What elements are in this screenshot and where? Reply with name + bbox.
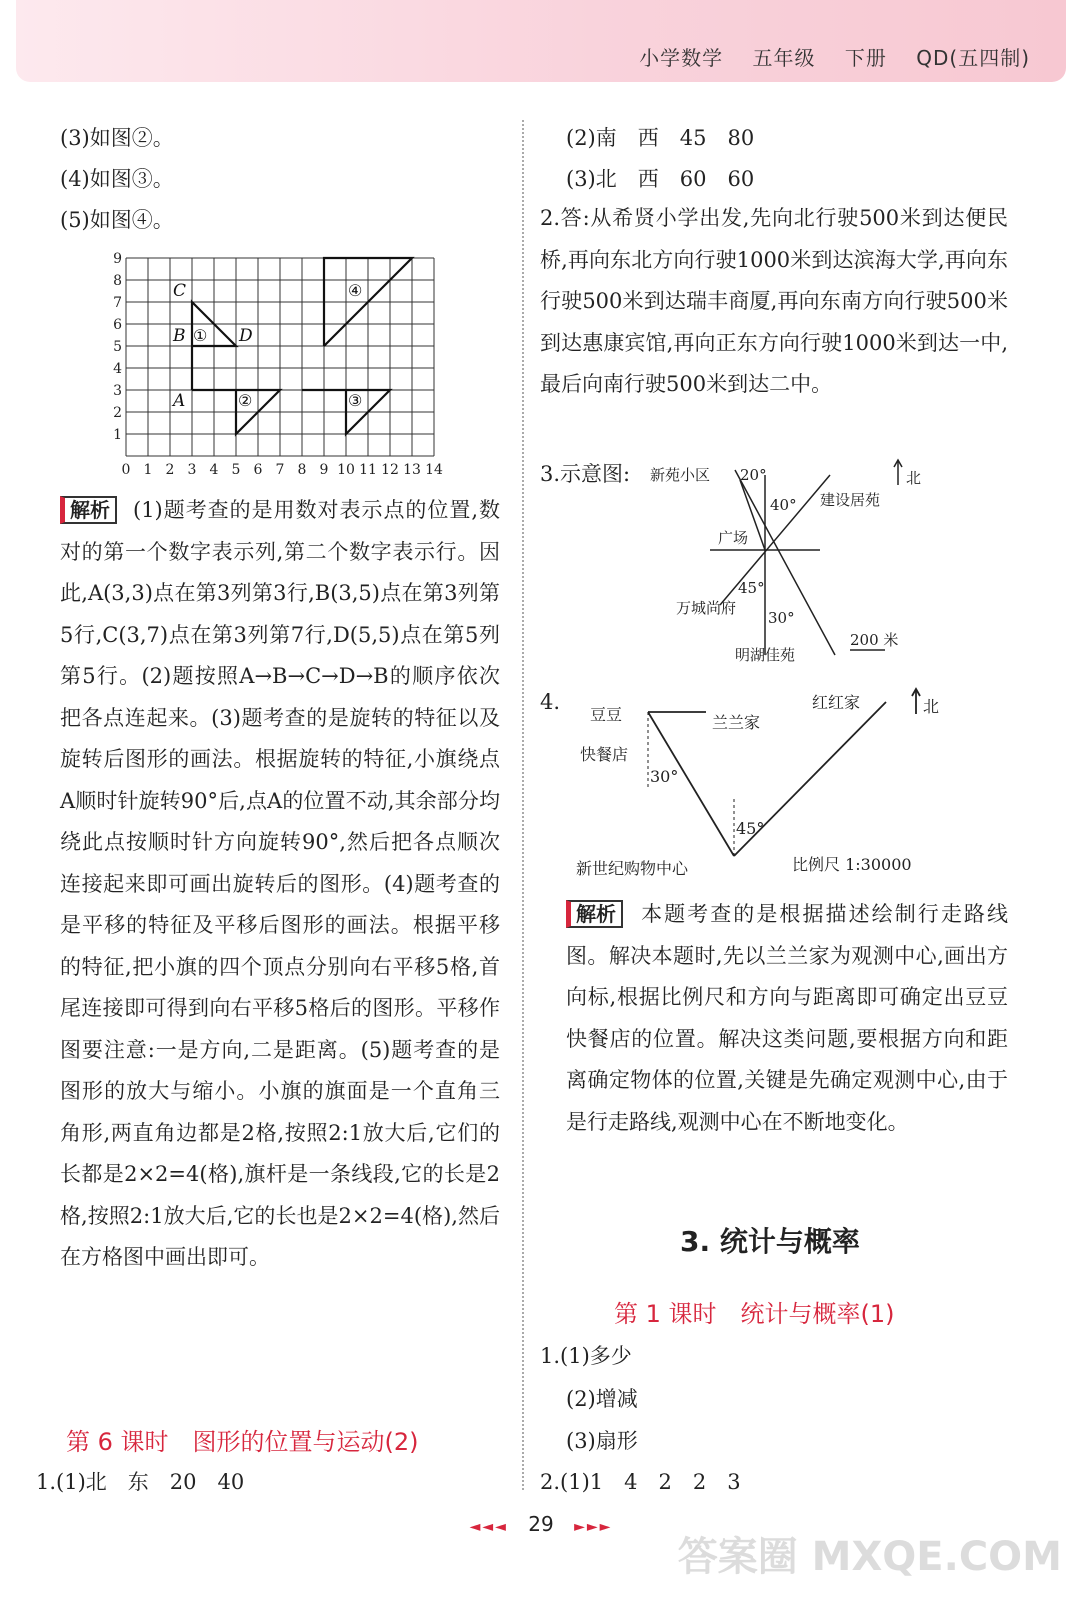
answer-1-2: (2)南 西 45 80	[566, 126, 755, 150]
figure-mark-4: ④	[348, 281, 363, 300]
x-tick: 6	[253, 462, 263, 478]
header-edition: QD(五四制)	[916, 46, 1030, 70]
angle-30: 30°	[650, 767, 679, 786]
x-tick: 4	[209, 462, 219, 478]
answer-1-3: (3)北 西 60 60	[566, 167, 755, 191]
y-tick: 7	[113, 295, 122, 311]
stat-answer-1-3: (3)扇形	[566, 1429, 638, 1453]
analysis-tag: 解析	[566, 900, 623, 928]
angle-45: 45°	[738, 579, 765, 597]
y-tick: 6	[113, 317, 122, 333]
page-number-value: 29	[528, 1512, 554, 1536]
scale-ratio: 比例尺 1:30000	[792, 855, 912, 874]
x-tick: 11	[359, 462, 377, 478]
answer-2: 2.答:从希贤小学出发,先向北行驶500米到达便民桥,再向东北方向行驶1000米到达滨海大学,再向东行驶500米到达瑞丰商厦,再向东南方向行驶500米到达惠康宾馆,再向正东方向行驶1000米到达一中,最后向南行驶500米到达二中。	[540, 206, 1008, 396]
answer-3: (3)如图②。	[60, 126, 174, 150]
lesson-6-title: 第 6 课时 图形的位置与运动(2)	[66, 1428, 419, 1456]
place-xinshiji: 新世纪购物中心	[576, 859, 689, 878]
lesson-1-title: 第 1 课时 统计与概率(1)	[614, 1300, 895, 1328]
x-tick: 7	[275, 462, 285, 478]
place-xinyuan: 新苑小区	[650, 466, 711, 484]
stat-answer-2-1: 2.(1)1 4 2 2 3	[540, 1470, 741, 1494]
y-tick: 4	[113, 361, 122, 377]
x-tick: 12	[381, 462, 399, 478]
y-tick: 9	[113, 251, 122, 267]
place-wancheng: 万城尚府	[676, 599, 737, 617]
x-tick: 10	[337, 462, 355, 478]
point-label-d: D	[239, 326, 253, 346]
y-tick: 2	[113, 405, 122, 421]
watermark: 答案圈 MXQE.COM	[677, 1534, 1062, 1580]
x-tick: 5	[231, 462, 241, 478]
x-tick: 1	[143, 462, 153, 478]
header-grade: 五年级	[752, 46, 816, 70]
answer-3-label: 3.示意图:	[540, 462, 631, 486]
point-label-a: A	[173, 391, 186, 411]
header-volume: 下册	[844, 46, 887, 70]
stat-answer-1-1: 1.(1)多少	[540, 1344, 632, 1368]
x-tick: 8	[297, 462, 307, 478]
left-analysis-text: (1)题考查的是用数对表示点的位置,数对的第一个数字表示列,第二个数字表示行。因此,A(3,3)点在第3列第3行,B(3,5)点在第3列第5行,C(3,7)点在第3列第7行,D(5,5)点在第5列第5行。(2)题按照A→B→C→D→B的顺序依次把各点连起来。(3)题考查的是旋转的特征以及旋转后图形的画法。根据旋转的特征,小旗绕点A顺时针旋转90°后,点A的位置不动,其余部分均绕此点按顺时针方向旋转90°,然后把各点顺次连接起来即可画出旋转后的图形。(4)题考查的是平移的特征及平移后图形的画法。根据平移的特征,把小旗的四个顶点分别向右平移5格,首尾连接即可得到向右平移5格后的图形。平移作图要注意:一是方向,二是距离。(5)题考查的是图形的放大与缩小。小旗的旗面是一个直角三角形,两直角边都是2格,按照2:1放大后,它们的长都是2×2=4(格),旗杆是一条线段,它的长是2格,按照2:1放大后,它的长也是2×2=4(格),然后在方格图中画出即可。	[60, 498, 500, 1269]
place-jianshe: 建设居苑	[820, 491, 881, 509]
angle-45: 45°	[736, 819, 765, 838]
figure-mark-3: ③	[348, 391, 363, 410]
x-tick: 3	[187, 462, 197, 478]
x-tick: 14	[425, 462, 443, 478]
answer-4-label: 4.	[540, 690, 561, 714]
place-minghu: 明湖佳苑	[735, 646, 796, 664]
y-tick: 5	[113, 339, 122, 355]
place-guangchang: 广场	[718, 529, 749, 547]
y-tick: 8	[113, 273, 122, 289]
walking-route-map	[566, 680, 956, 885]
route-sketch-map	[640, 455, 940, 670]
analysis-tag: 解析	[60, 496, 117, 524]
section-3-title: 3. 统计与概率	[680, 1225, 860, 1258]
prev-arrows: ◄◄◄	[469, 1519, 508, 1535]
answer-5: (5)如图④。	[60, 208, 174, 232]
north-label: 北	[923, 697, 940, 716]
angle-40: 40°	[770, 496, 797, 514]
right-analysis-text: 本题考查的是根据描述绘制行走路线图。解决本题时,先以兰兰家为观测中心,画出方向标,根据比例尺和方向与距离即可确定出豆豆快餐店的位置。解决这类问题,要根据方向和距离确定物体的位置,关键是先确定观测中心,由于是行走路线,观测中心在不断地变化。	[566, 902, 1008, 1134]
header-info	[617, 42, 1030, 71]
figure-mark-2: ②	[238, 391, 253, 410]
column-divider	[522, 120, 524, 1490]
place-honghong: 红红家	[812, 693, 861, 712]
x-tick: 9	[319, 462, 329, 478]
figure-mark-1: ①	[193, 326, 208, 345]
x-tick: 13	[403, 462, 421, 478]
point-label-c: C	[173, 281, 187, 301]
coordinate-grid-figure	[100, 248, 460, 480]
place-doudou: 豆豆	[590, 705, 623, 724]
left-analysis	[60, 490, 500, 1279]
x-tick: 0	[121, 462, 131, 478]
y-tick: 3	[113, 383, 122, 399]
next-arrows: ►►►	[574, 1519, 613, 1535]
place-lanlan: 兰兰家	[712, 713, 761, 732]
scale-200: 200 米	[850, 631, 899, 649]
right-analysis	[566, 894, 1008, 1143]
place-kuaicandian: 快餐店	[580, 745, 629, 764]
header-subject: 小学数学	[639, 46, 724, 70]
lesson6-answer-1: 1.(1)北 东 20 40	[36, 1470, 245, 1494]
answer-4: (4)如图③。	[60, 167, 174, 191]
north-label: 北	[906, 469, 922, 487]
stat-answer-1-2: (2)增减	[566, 1387, 638, 1411]
angle-30: 30°	[768, 609, 795, 627]
point-label-b: B	[173, 326, 186, 346]
y-tick: 1	[113, 427, 122, 443]
x-tick: 2	[165, 462, 175, 478]
angle-20: 20°	[740, 466, 767, 484]
